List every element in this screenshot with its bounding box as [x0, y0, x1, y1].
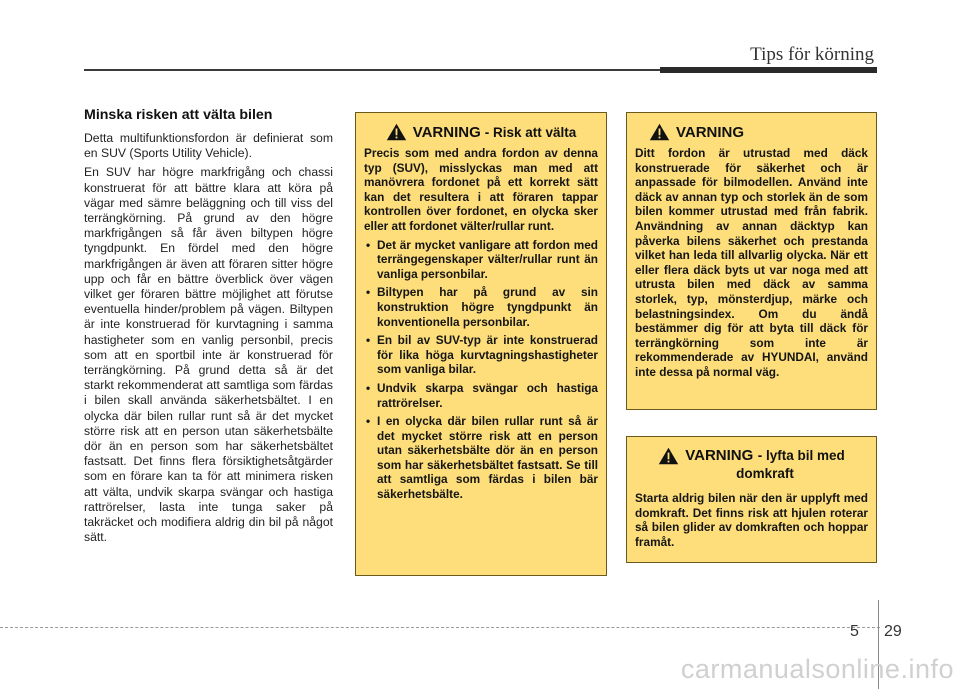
warning-title: VARNING [412, 123, 481, 141]
warning-intro: Precis som med andra fordon av denna typ (SUV), misslyckas man med att manövrera fordonet på ett korrekt sätt kan det resultera i att föraren tappar kontrollen över fordonet, en olycka sker eller att fordonet välter/rullar runt. [364, 146, 598, 233]
warning-bullet: • Det är mycket vanligare att fordon med terrängegenskaper välter/rullar runt än vanliga personbilar. [364, 238, 598, 282]
section-heading: Minska risken att välta bilen [84, 107, 273, 123]
warning-bullet-list [364, 238, 598, 502]
warning-triangle-icon [649, 123, 670, 141]
intro-paragraph: Detta multifunktionsfordon är definierat som en SUV (Sports Utility Vehicle). [84, 131, 333, 161]
warning-title-row [635, 123, 868, 141]
warning-subtitle: - lyfta bil med [757, 448, 845, 463]
warning-text: Ditt fordon är utrustad med däck konstruerade för säkerhet och är anpassade för bilmodellen. Använd inte däck av annan typ och storlek än de som bilen kommer utrustad med från fabrik. Användning av annan däcktyp kan påverka bilens säkerhet och prestanda vilket han leda till allvarlig olycka. När ett eller flera däck byts ut var noga med att utrusta bilen med däck av samma storlek, typ, mönsterdjup, märke och belastningsindex. Om du ändå bestämmer dig för att byta till däck för terrängkörning som inte är rekommenderade av HYUNDAI, använd inte dessa på normal väg. [635, 146, 868, 379]
warning-title: VARNING [685, 447, 754, 464]
warning-box-jack [626, 436, 877, 563]
warning-box-tyres [626, 112, 877, 410]
header-rule-thick [660, 67, 877, 73]
warning-bullet: • En bil av SUV-typ är inte konstruerad för lika höga kurvtagningshastigheter som vanliga bilar. [364, 333, 598, 377]
warning-subtitle: - Risk att välta [484, 124, 577, 140]
warning-bullet: • Undvik skarpa svängar och hastiga rattrörelser. [364, 381, 598, 410]
chapter-number: 5 [850, 623, 859, 640]
warning-bullet: • I en olycka där bilen rullar runt så är det mycket större risk att en person utan säkerhetsbälte dör än en person som har säkerhetsbältet fastsatt. Se till att samtliga som färdas i bilen bär säkerhetsbälte. [364, 414, 598, 502]
warning-triangle-icon [386, 123, 407, 141]
footer-rule [0, 627, 880, 628]
header-rule-thin [84, 69, 660, 71]
left-column [84, 107, 333, 549]
warning-title: VARNING [676, 123, 745, 141]
watermark: carmanualsonline.info [680, 654, 954, 684]
warning-text: Starta aldrig bilen när den är upplyft med domkraft. Det finns risk att hjulen roterar så bilen glider av domkraften och hoppar framåt. [635, 491, 868, 549]
warning-bullet: • Biltypen har på grund av sin konstruktion högre tyngdpunkt än konventionella personbilar. [364, 285, 598, 329]
warning-subtitle-cont: domkraft [736, 466, 794, 481]
body-paragraph: En SUV har högre markfrigång och chassi konstruerat för att bättre klara att köra på vägar med sämre beläggning och till viss del terrängkörning. På grund av den högre markfrigången så får även biltypen högre tyngdpunkt. En fördel med den högre markfrigången är även att föraren sitter högre upp och får en bättre överblick över vägen vilket ger föraren bättre möjlighet att förutse eventuella hinder/problem på vägen. Biltypen är inte konstruerad för kurvtagning i samma hastigheter som en vanlig personbil, precis som att en sportbil inte är konstruerad för terrängkörning. På grund detta så är det starkt rekommenderat att samtliga som färdas i bilen skall använda säkerhetsbältet. I en olycka där bilen rullar runt så är det mycket större risk att en person utan säkerhetsbälte dör än en person som har säkerhetsbältet fastsatt. Det finns flera försiktighetsåtgärder som en förare kan ta för att minimera risken att välta, undvik skarpa svängar och hastiga rattrörelser, lasta inte tunga saker på takräcket och modifiera aldrig din bil på något sätt. [84, 165, 333, 545]
warning-title-words [685, 447, 845, 483]
warning-triangle-icon [658, 447, 679, 465]
page-header-title: Tips för körning [750, 44, 874, 65]
warning-title-row [364, 123, 598, 141]
page-number: 29 [884, 623, 902, 640]
warning-title-row [635, 447, 868, 483]
warning-box-rollover [355, 112, 607, 576]
